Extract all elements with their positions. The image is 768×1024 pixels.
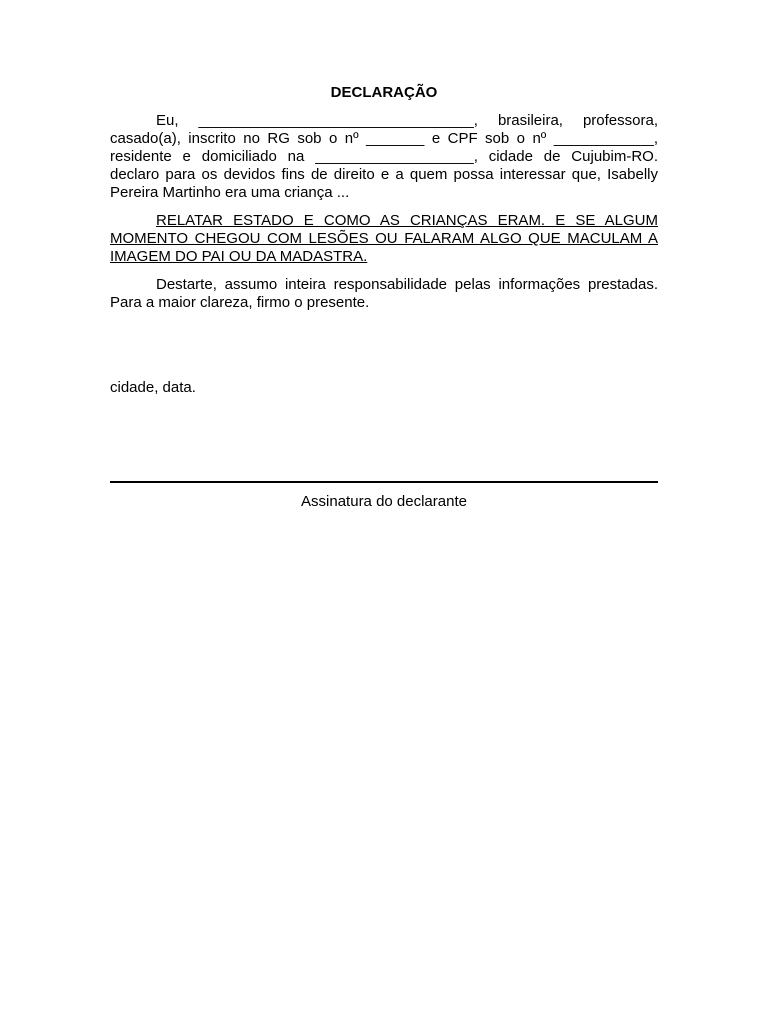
instruction-paragraph: RELATAR ESTADO E COMO AS CRIANÇAS ERAM. E SE ALGUM MOMENTO CHEGOU COM LESÕES OU FALARAM ALGO QUE MACULAM A IMAGEM DO PAI OU DA MADASTRA.: [110, 212, 658, 265]
closing-paragraph: Destarte, assumo inteira responsabilidade pelas informações prestadas. Para a maior clareza, firmo o presente.: [110, 276, 658, 311]
declaration-paragraph: Eu, _________________________________, brasileira, professora, casado(a), inscrito no RG sob o nº _______ e CPF sob o nº ____________, residente e domiciliado na ___________________, cidade de Cujubim-RO. declaro para os devidos fins de direito e a quem possa interessar que, Isabelly Pereira Martinho era uma criança ...: [110, 112, 658, 201]
signature-line: [110, 481, 658, 483]
document-body: [110, 84, 658, 322]
signature-label: Assinatura do declarante: [301, 493, 467, 510]
city-date-line: cidade, data.: [110, 379, 196, 396]
document-title: DECLARAÇÃO: [330, 84, 438, 101]
